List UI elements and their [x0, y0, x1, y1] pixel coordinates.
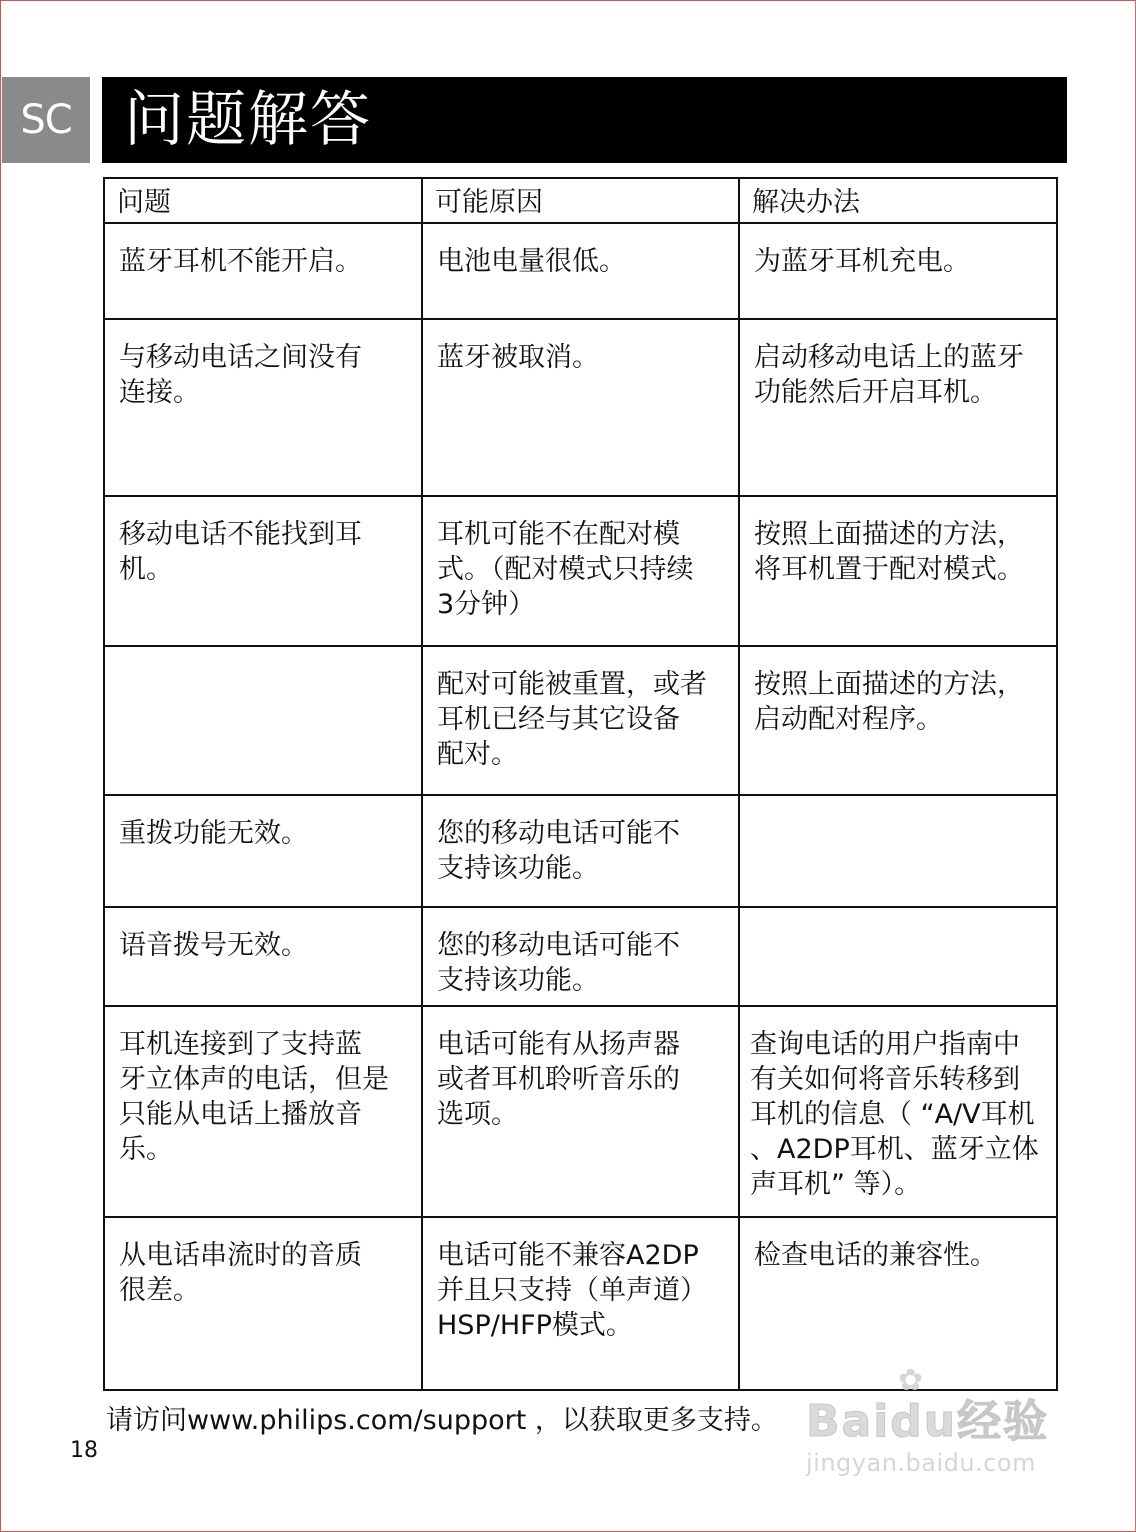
cause-cell: [422, 907, 739, 1006]
table-row: [104, 795, 1057, 907]
cause-text: 配对可能被重置，或者 耳机已经与其它设备 配对。: [437, 669, 707, 770]
cause-cell: [422, 496, 739, 646]
solution-text: 按照上面描述的方法， 将耳机置于配对模式。: [754, 519, 1024, 585]
cause-cell: [422, 223, 739, 319]
header-problem: 问题: [104, 178, 422, 223]
problem-cell: [104, 1217, 422, 1390]
table-row: [104, 319, 1057, 496]
solution-cell: [739, 319, 1057, 496]
cause-text: 耳机可能不在配对模 式。（配对模式只持续 3分钟）: [437, 519, 694, 620]
table-row: [104, 1006, 1057, 1217]
solution-cell: [739, 795, 1057, 907]
table-row: [104, 496, 1057, 646]
solution-cell: [739, 223, 1057, 319]
solution-text: 为蓝牙耳机充电。: [754, 246, 970, 277]
page-number: 18: [70, 1438, 98, 1463]
cause-text: 电话可能不兼容A2DP 并且只支持（单声道） HSP/HFP模式。: [437, 1240, 707, 1341]
cause-cell: [422, 319, 739, 496]
solution-cell: [739, 496, 1057, 646]
title-bar: [102, 77, 1067, 163]
watermark-logo: Baidu经验: [806, 1396, 1050, 1447]
language-tab-label: SC: [20, 97, 72, 143]
problem-cell: [104, 795, 422, 907]
problem-text: 从电话串流时的音质 很差。: [119, 1240, 362, 1306]
cause-text: 蓝牙被取消。: [437, 342, 599, 373]
problem-cell: [104, 319, 422, 496]
support-note: 请访问www.philips.com/support ，以获取更多支持。: [106, 1405, 778, 1436]
table-row: [104, 907, 1057, 1006]
solution-text: 查询电话的用户指南中 有关如何将音乐转移到 耳机的信息（ “A/V耳机 、A2DP耳机、蓝牙立体 声耳机” 等）。: [750, 1029, 1039, 1200]
table-header-row: [104, 178, 1057, 223]
paw-icon: ✿: [898, 1363, 924, 1398]
solution-text: 按照上面描述的方法， 启动配对程序。: [754, 669, 1024, 735]
problem-text: 重拨功能无效。: [119, 818, 308, 849]
header-solution: 解决办法: [739, 178, 1057, 223]
cause-text: 您的移动电话可能不 支持该功能。: [437, 818, 680, 884]
cause-cell: [422, 1217, 739, 1390]
solution-text: 启动移动电话上的蓝牙 功能然后开启耳机。: [754, 342, 1024, 408]
problem-cell: [104, 646, 422, 795]
problem-cell: [104, 496, 422, 646]
problem-text: 语音拨号无效。: [119, 930, 308, 961]
cause-cell: [422, 646, 739, 795]
solution-text: 检查电话的兼容性。: [754, 1240, 997, 1271]
problem-text: 与移动电话之间没有 连接。: [119, 342, 362, 408]
troubleshooting-table: [103, 177, 1058, 1391]
table-row: [104, 223, 1057, 319]
cause-cell: [422, 1006, 739, 1217]
problem-cell: [104, 907, 422, 1006]
header-cause: 可能原因: [422, 178, 739, 223]
solution-cell: [739, 1006, 1057, 1217]
baidu-watermark: [806, 1363, 1071, 1485]
table-row: [104, 646, 1057, 795]
problem-text: 耳机连接到了支持蓝 牙立体声的电话，但是 只能从电话上播放音 乐。: [119, 1029, 389, 1165]
problem-cell: [104, 223, 422, 319]
solution-cell: [739, 907, 1057, 1006]
solution-cell: [739, 646, 1057, 795]
problem-text: 蓝牙耳机不能开启。: [119, 246, 362, 277]
language-tab: [2, 77, 90, 163]
problem-text: 移动电话不能找到耳 机。: [119, 519, 362, 585]
cause-cell: [422, 795, 739, 907]
watermark-url: jingyan.baidu.com: [806, 1449, 1036, 1477]
cause-text: 电话可能有从扬声器 或者耳机聆听音乐的 选项。: [437, 1029, 680, 1130]
cause-text: 您的移动电话可能不 支持该功能。: [437, 930, 680, 996]
cause-text: 电池电量很低。: [437, 246, 626, 277]
page-title: 问题解答: [124, 85, 372, 155]
problem-cell: [104, 1006, 422, 1217]
